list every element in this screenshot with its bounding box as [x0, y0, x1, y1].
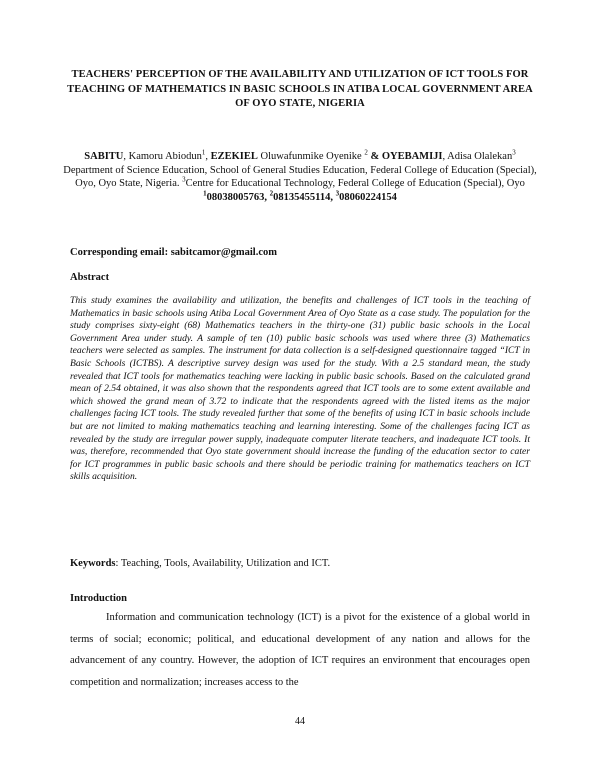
corresponding-email: Corresponding email: sabitcamor@gmail.com: [70, 247, 278, 258]
author-2-surname: EZEKIEL: [210, 151, 258, 162]
author-block: [60, 150, 540, 204]
phone-2: 08135455114: [273, 191, 331, 203]
author-1-surname: SABITU: [84, 151, 124, 162]
abstract-body: This study examines the availability and utilization, the benefits and challenges of ICT tools in the teaching of Mathematics in basic schools using Atiba Local Government Area of Oyo State as a case study. The population for the study comprises sixty-eight (68) Mathematics teachers in the thirty-one (31) public basic schools in the Local Government Area under study. A sample of ten (10) public basic schools was used where three (3) Mathematics teachers were selected as samples. The instrument for data collection is a self-designed questionnaire tagged “ICT in Basic Schools (ICTBS). A descriptive survey design was used for the study. With a 2.5 standard mean, the study revealed that ICT tools for mathematics teaching were lacking in public basic schools. Based on the calculated grand mean of 2.54 obtained, it was also shown that the respondents agreed that ICT tools are to some extent available and which showed the grand mean of 3.72 to indicate that the respondents agreed with the listed items as the major challenges facing ICT tools. The study revealed further that some of the benefits of using ICT in basic schools include but are not limited to making mathematics teaching and learning interesting. Some of the challenges facing ICT as revealed by the study are irregular power supply, inadequate computer literate teachers, and inadequate ICT tools. It was, therefore, recommended that Oyo state government should increase the funding of the education sector to cater for ICT programmes in public basic schools and there should be periodic training for mathematics teachers on ICT skills acquisition.: [70, 295, 530, 483]
affiliation-2: Centre for Educational Technology, Federal College of Education (Special), Oyo: [185, 178, 525, 189]
introduction-heading: Introduction: [70, 593, 127, 604]
introduction-body: Information and communication technology (ICT) is a pivot for the existence of a global world in terms of social; economic; political, and educational development of any nation and allows for the advancement of any country. However, the adoption of ICT requires an environment that encourages open competition and normalization; increases access to the: [70, 612, 530, 688]
phone-numbers: $^1$08038005763, $^2$08135455114, $^3$08060224154: [203, 189, 397, 203]
affiliations: [60, 164, 540, 191]
author-3-sup: 3: [512, 148, 516, 157]
author-2-given: Oluwafunmike Oyenike: [260, 151, 362, 162]
phone-1: 08038005763: [206, 191, 265, 203]
phone-3: 08060224154: [339, 191, 397, 203]
author-names: SABITU, Kamoru Abiodun$^1$, EZEKIEL Oluwafunmike Oyenike $^2$ & OYEBAMIJI, Adisa Olalekan$^3$: [84, 148, 516, 162]
affiliation-2-sup: 3: [182, 175, 186, 184]
abstract-heading: Abstract: [70, 272, 110, 283]
affiliation-1: Department of Science Education, School of General Studies Education, Federal College of Education (Special), Oyo, Oyo State, Nigeria.: [63, 164, 537, 189]
paper-title: TEACHERS' PERCEPTION OF THE AVAILABILITY AND UTILIZATION OF ICT TOOLS FOR TEACHING OF MATHEMATICS IN BASIC SCHOOLS IN ATIBA LOCAL GOVERNMENT AREA OF OYO STATE, NIGERIA: [67, 69, 533, 109]
author-2-sup: 2: [364, 148, 368, 157]
keywords-line: [70, 558, 330, 569]
keywords-text: : Teaching, Tools, Availability, Utilization and ICT.: [115, 558, 331, 569]
author-1-given: Kamoru Abiodun: [128, 151, 202, 162]
author-3-given: Adisa Olalekan: [447, 151, 513, 162]
author-1-sup: 1: [201, 148, 206, 157]
keywords-label: Keywords: [70, 558, 116, 569]
page-number: 44: [295, 716, 305, 727]
author-3-surname: OYEBAMIJI: [381, 151, 443, 162]
